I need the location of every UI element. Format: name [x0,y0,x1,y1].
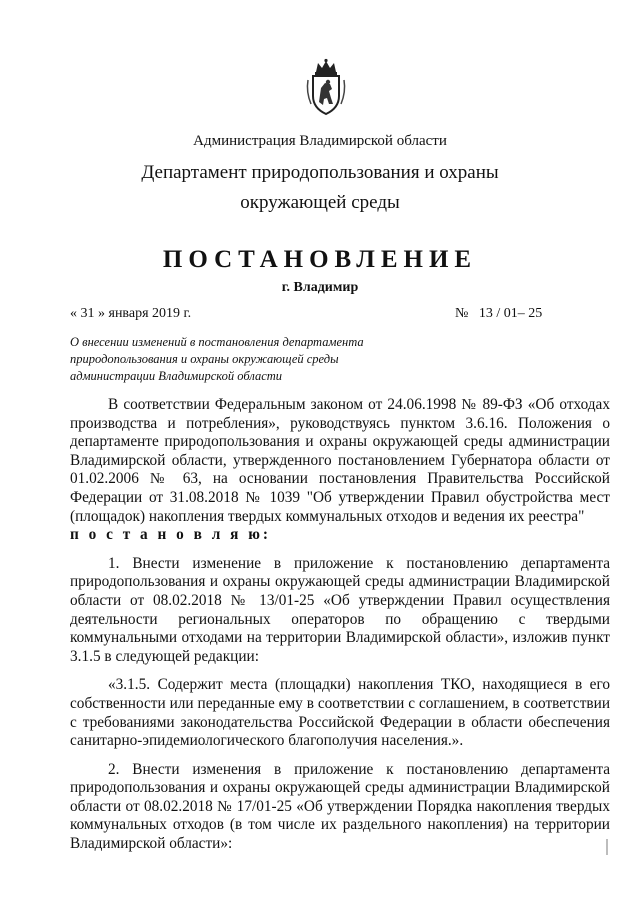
decree-word: п о с т а н о в л я ю: [70,526,272,544]
scan-speck [606,839,608,855]
intro-paragraph: В соответствии Федеральным законом от 24.06.1998 № 89-ФЗ «Об отходах производства и потребления», руководствуясь пунктом 3.6.16. Положения о департаменте природопользования и охраны окружающей среды администрации Владимирской области, утвержденного постановлением Губернатора области от 01.02.2006 № 63, на основании постановления Правительства Российской Федерации от 31.08.2018 № 1039 "Об утверждении Правил обустройства мест (площадок) накопления твердых коммунальных отходов и ведения их реестра" [70,396,610,525]
department-name-line2: окружающей среды [240,192,400,213]
quote-paragraph: «3.1.5. Содержит места (площадки) накопления ТКО, находящиеся в его собственности или переданные ему в соответствии с соглашением, в соответствии с требованиями законодательства Российской Федерации в области обеспечения санитарно-эпидемиологического благополучия населения.». [70,676,610,750]
document-subject: О внесении изменений в постановления департамента природопользования и охраны окружающей среды администрации Владимирской области [70,335,364,383]
document-number: № 13 / 01– 25 [455,306,543,321]
document-body [70,396,610,854]
department-name-line1: Департамент природопользования и охраны [141,162,499,183]
document-date: « 31 » января 2019 г. [70,306,192,321]
item-2-paragraph: 2. Внести изменения в приложение к постановлению департамента природопользования и охраны окружающей среды администрации Владимирской области от 08.02.2018 № 17/01-25 «Об утверждении Порядка накопления твердых коммунальных отходов (в том числе их раздельного накопления) на территории Владимирской области»: [70,760,610,853]
document-city: г. Владимир [281,280,359,295]
document-title: ПОСТАНОВЛЕНИЕ [162,246,478,273]
coat-of-arms-icon [305,58,347,116]
item-1-paragraph: 1. Внести изменение в приложение к постановлению департамента природопользования и охраны окружающей среды администрации Владимирской области от 08.02.2018 № 13/01-25 «Об утверждении Правил осуществления деятельности региональных операторов по обращению с твердыми коммунальными отходами на территории Владимирской области», изложив пункт 3.1.5 в следующей редакции: [70,554,610,665]
administration-name: Администрация Владимирской области [193,133,447,149]
